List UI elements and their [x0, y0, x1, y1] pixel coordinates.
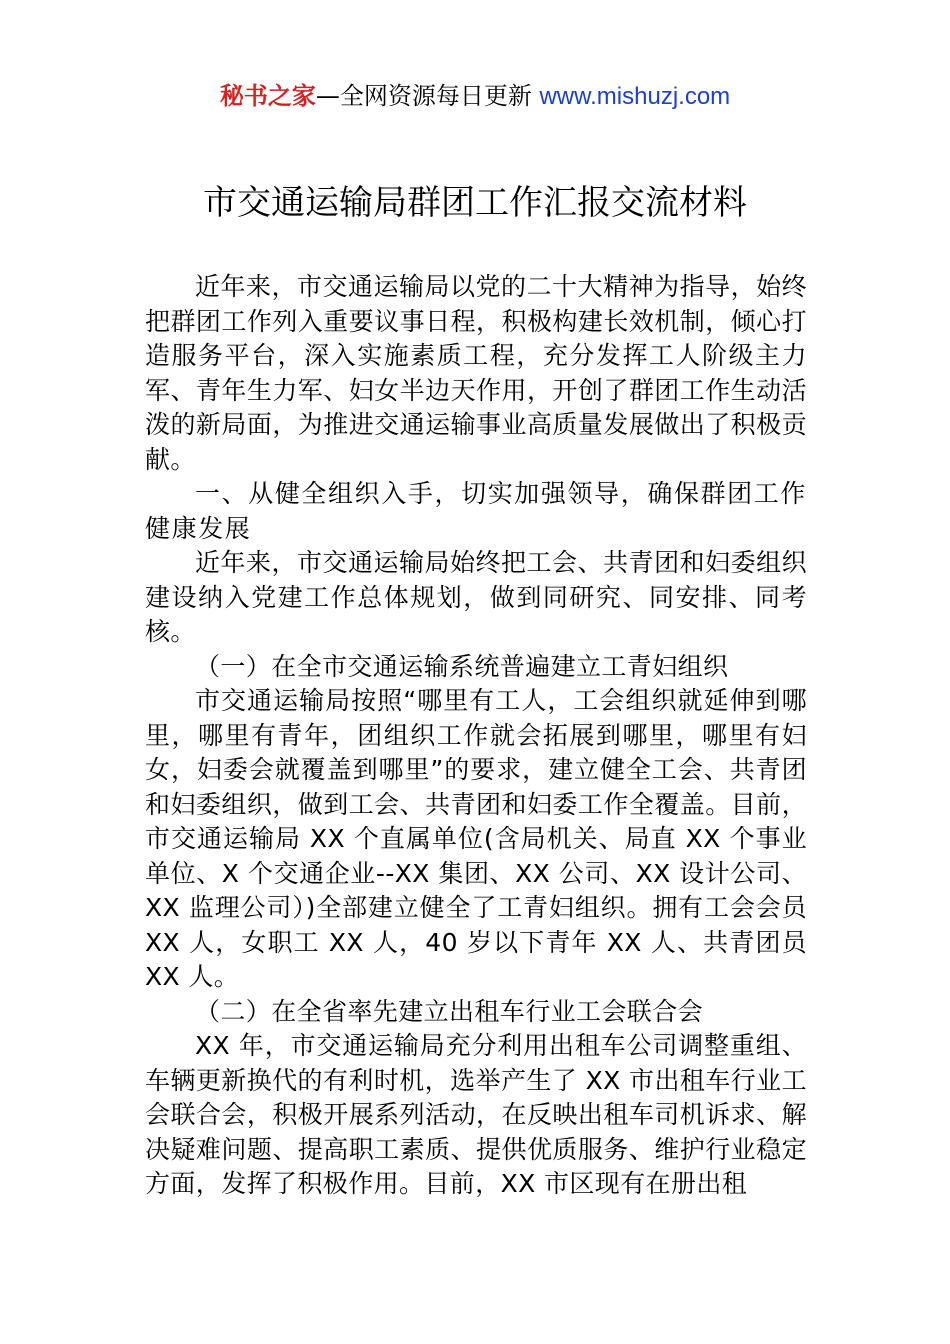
document-title: 市交通运输局群团工作汇报交流材料 [203, 183, 747, 223]
site-tagline: —全网资源每日更新 [315, 82, 540, 110]
paragraph-intro: 近年来，市交通运输局以党的二十大精神为指导，始终把群团工作列入重要议事日程，积极构建长效机制，倾心打造服务平台，深入实施素质工程，充分发挥工人阶级主力军、青年生力军、妇女半边天作用，开创了群团工作生动活泼的新局面，为推进交通运输事业高质量发展做出了积极贡献。 [145, 272, 807, 474]
site-header [0, 80, 950, 113]
paragraph-subsection-1: 市交通运输局按照“哪里有工人，工会组织就延伸到哪里，哪里有青年，团组织工作就会拓展到哪里，哪里有妇女，妇委会就覆盖到哪里”的要求，建立健全工会、共青团和妇委组织，做到工会、共青团和妇委工作全覆盖。目前，市交通运输局 XX 个直属单位(含局机关、局直 XX 个事业单位、X 个交通企业--XX 集团、XX 公司、XX 设计公司、XX 监理公司）)全部建立健全了工青妇组织。拥有工会会员 XX 人，女职工 XX 人，40 岁以下青年 XX 人、共青团员 XX 人。 [145, 686, 807, 991]
site-url[interactable]: www.mishuzj.com [539, 83, 731, 110]
paragraph-subsection-2: XX 年，市交通运输局充分利用出租车公司调整重组、车辆更新换代的有利时机，选举产生了 XX 市出租车行业工会联合会，积极开展系列活动，在反映出租车司机诉求、解决疑难问题、提高职工素质、提供优质服务、维护行业稳定方面，发挥了积极作用。目前，XX 市区现有在册出租 [145, 1031, 807, 1198]
paragraph-section-1: 近年来，市交通运输局始终把工会、共青团和妇委组织建设纳入党建工作总体规划，做到同研究、同安排、同考核。 [145, 548, 807, 646]
section-heading-1: 一、从健全组织入手，切实加强领导，确保群团工作健康发展 [145, 479, 807, 543]
document-body [145, 270, 807, 1202]
subsection-heading-1: （一）在全市交通运输系统普遍建立工青妇组织 [195, 651, 729, 681]
subsection-heading-2: （二）在全省率先建立出租车行业工会联合会 [195, 996, 704, 1026]
site-brand: 秘书之家 [219, 82, 316, 110]
